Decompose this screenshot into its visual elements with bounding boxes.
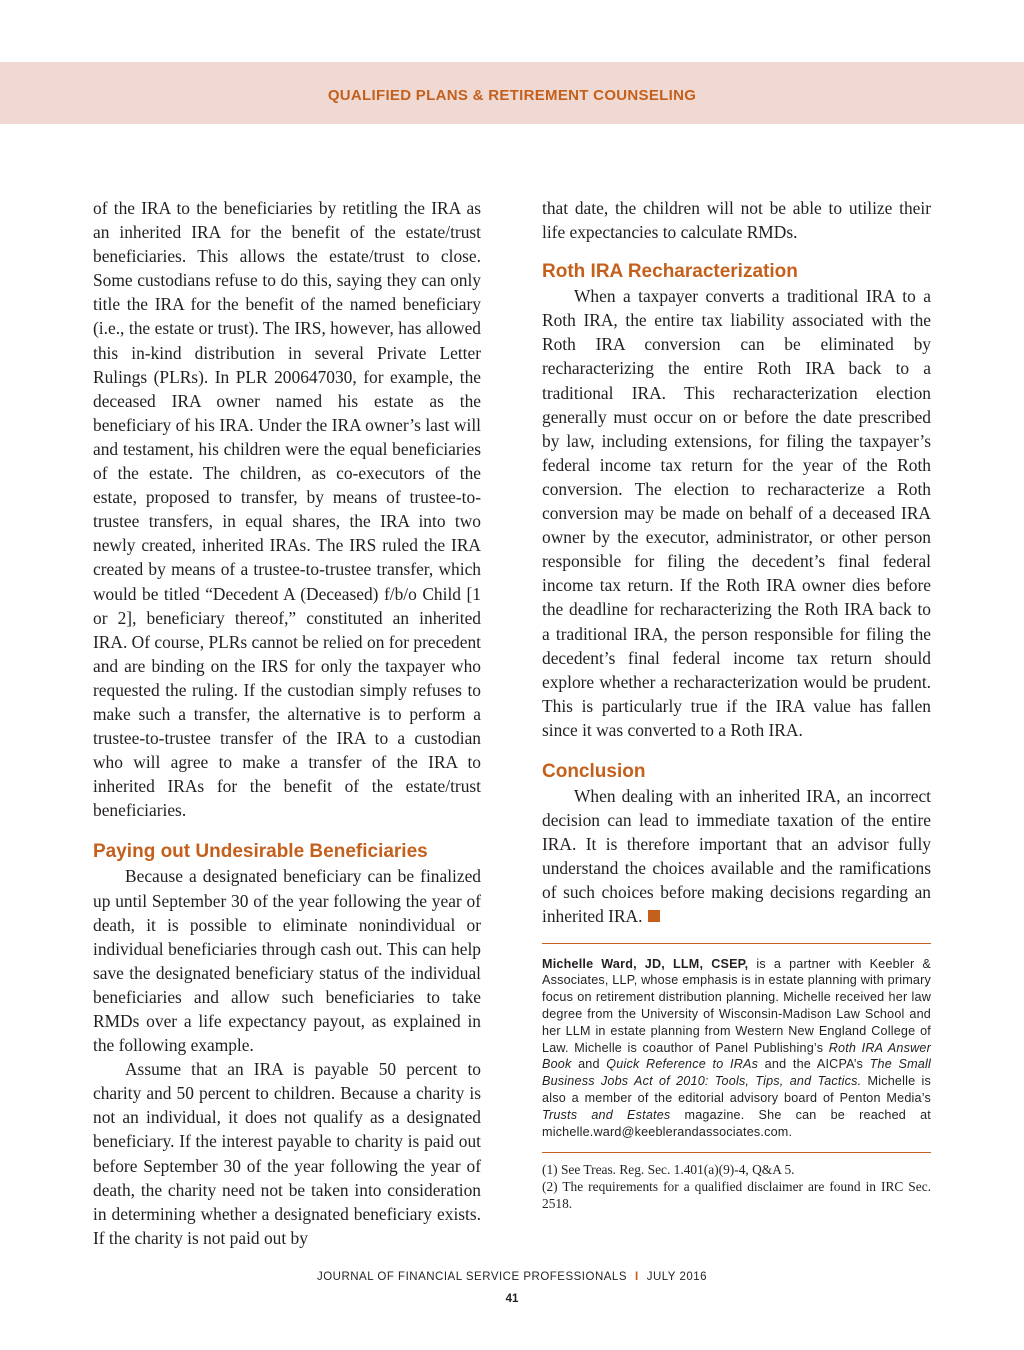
section-title: QUALIFIED PLANS & RETIREMENT COUNSELING [327, 86, 697, 104]
author-name: Michelle Ward, JD, LLM, CSEP, [542, 956, 749, 971]
footnotes [542, 1161, 931, 1212]
conclusion-text: When dealing with an inherited IRA, an incorrect decision can lead to immediate taxation of the entire IRA. It is therefore important that an advisor fully understand the choices available and the ramifications of such choices before making decisions regarding an inherited IRA. [542, 785, 931, 927]
bio-text: magazine. She can be reached at michelle.ward@keeblerandassociates.com. [542, 1107, 931, 1139]
divider [542, 943, 931, 944]
book-title: Quick Reference to IRAs [606, 1057, 759, 1072]
conclusion-paragraph [542, 784, 931, 929]
right-column [542, 196, 931, 1212]
book-title: Roth IRA Answer Book [542, 1040, 931, 1072]
bio-text: and [571, 1057, 607, 1072]
footnote: (1) See Treas. Reg. Sec. 1.401(a)(9)-4, Q&A 5. [542, 1162, 795, 1178]
section-heading: Conclusion [542, 760, 646, 782]
end-mark-icon [648, 910, 660, 922]
bio-text: is a partner with Keebler & Associates, LLP, whose emphasis is in estate planning with primary focus on retirement distribution planning. Michelle received her law degree from the University of Wisconsin-Madison Law School and her LLM in estate planning from Western New England College of Law. Michelle is coauthor of Panel Publishing’s [542, 956, 931, 1055]
header-band [0, 62, 1024, 124]
page-number: 41 [505, 1293, 519, 1305]
magazine-title: Trusts and Estates [542, 1107, 671, 1122]
journal-name: JOURNAL OF FINANCIAL SERVICE PROFESSIONALS [316, 1271, 627, 1283]
left-column [93, 196, 481, 1250]
book-title: The Small Business Jobs Act of 2010: Tools, Tips, and Tactics. [542, 1057, 932, 1089]
issue-date: JULY 2016 [646, 1271, 708, 1283]
divider [542, 1152, 931, 1153]
author-bio [542, 956, 931, 1141]
body-paragraph: Assume that an IRA is payable 50 percent to charity and 50 percent to children. Because a charity is not an individual, it does not qualify as a designated beneficiary. If the interest payable to charity is paid out before September 30 of the year following the year of death, the charity need not be taken into consideration in determining whether a designated beneficiary exists. If the charity is not paid out by [93, 1059, 481, 1248]
body-paragraph: of the IRA to the beneficiaries by retitling the IRA as an inherited IRA for the benefit of the estate/trust beneficiaries. This allows the estate/trust to close. Some custodians refuse to do this, saying they can only title the IRA for the benefit of the named beneficiary (i.e., the estate or trust). The IRS, however, has allowed this in-kind distribution in several Private Letter Rulings (PLRs). In PLR 200647030, for example, the deceased IRA owner named his estate as the beneficiary of his IRA. Under the IRA owner’s last will and testament, his children were the equal beneficiaries of the estate. The children, as co-executors of the estate, proposed to transfer, by means of trustee-to-trustee transfers, in equal shares, the IRA into two newly created, inherited IRAs. The IRS ruled the IRA created by means of a trustee-to-trustee transfer, which would be titled “Decedent A (Deceased) f/b/o Child [1 or 2], beneficiary thereof,” constituted an inherited IRA. Of course, PLRs cannot be relied on for precedent and are binding on the IRS for only the taxpayer who requested the ruling. If the custodian simply refuses to make such a transfer, the alternative is to perform a trustee-to-trustee transfer of the IRA to a custodian who will agree to make a transfer of the IRA to inherited IRAs for the benefit of the estate/trust beneficiaries. [93, 198, 481, 821]
section-heading: Roth IRA Recharacterization [542, 261, 798, 283]
body-paragraph: that date, the children will not be able to utilize their life expectancies to calculate RMDs. [542, 198, 931, 243]
body-paragraph: When a taxpayer converts a traditional IRA to a Roth IRA, the entire tax liability associated with the Roth IRA conversion can be eliminated by recharacterizing the entire Roth IRA back to a traditional IRA. This recharacterization election generally must occur on or before the date prescribed by law, including extensions, for filing the taxpayer’s federal income tax return for the year of the Roth conversion. The election to recharacterize a Roth conversion may be made on behalf of a deceased IRA owner by the executor, administrator, or other person responsible for filing the decedent’s final federal income tax return. If the Roth IRA owner dies before the deadline for recharacterizing the Roth IRA back to a traditional IRA, the person responsible for filing the decedent’s final federal income tax return should explore whether a recharacterization would be prudent. This is particularly true if the IRA value has fallen since it was converted to a Roth IRA. [542, 286, 931, 740]
footer-separator: I [635, 1271, 639, 1283]
section-heading: Paying out Undesirable Beneficiaries [93, 841, 428, 863]
page-footer [0, 1271, 1024, 1283]
bio-text: Michelle is also a member of the editorial advisory board of Penton Media’s [542, 1074, 931, 1105]
bio-text: and the AICPA’s [758, 1057, 870, 1072]
body-paragraph: Because a designated beneficiary can be finalized up until September 30 of the year following the year of death, it is possible to eliminate nonindividual or individual beneficiaries through cash out. This can help save the designated beneficiary status of the individual beneficiaries and allow such beneficiaries to take RMDs over a life expectancy payout, as explained in the following example. [93, 866, 481, 1056]
footnote: (2) The requirements for a qualified disclaimer are found in IRC Sec. 2518. [542, 1179, 931, 1212]
